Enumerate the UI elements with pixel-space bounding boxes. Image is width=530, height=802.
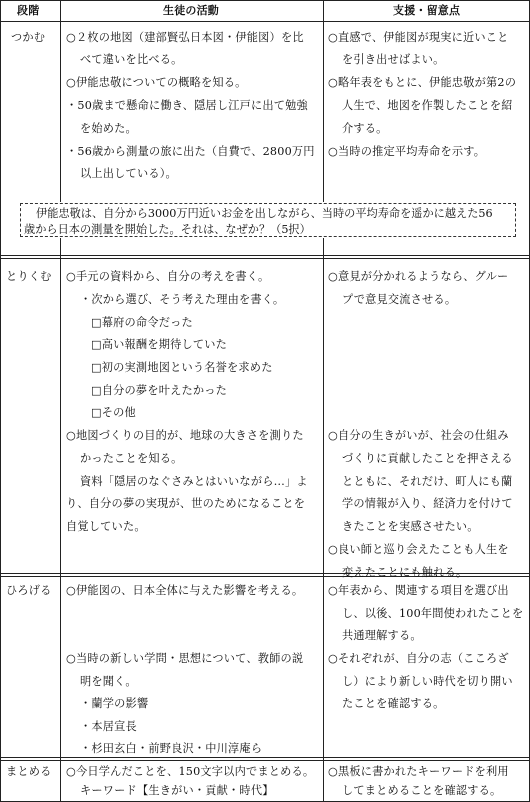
support-line: ○良い師と巡り会えたことも人生を: [328, 543, 509, 556]
stage-label: まとめる: [6, 765, 52, 778]
activity-line: ○伊能忠敬についての概略を知る。: [66, 76, 247, 89]
table-top-border: [0, 0, 530, 1]
activity-line: ・杉田玄白・前野良沢・中川淳庵ら: [80, 742, 263, 755]
activity-line: ○手元の資料から、自分の考えを書く。: [66, 270, 270, 283]
support-line: を引き出せばよい。: [342, 53, 445, 66]
question-line: 歳から日本の測量を開始した。それは、なぜか？（5択）: [24, 223, 311, 236]
support-line: 変えたことにも触れる。: [342, 566, 468, 579]
support-line: プで意見交流させる。: [342, 293, 457, 306]
support-line: ○当時の推定平均寿命を示す。: [328, 145, 486, 158]
support-line: ○それぞれが、自分の志（こころざ: [328, 652, 509, 665]
support-line: してまとめることを確認する。: [342, 784, 502, 797]
support-line: 学の情報が入り、経済力を付けて: [342, 497, 513, 510]
support-line: ○意見が分かれるようなら、グルー: [328, 270, 509, 283]
support-line: きたことを実感させたい。: [342, 520, 479, 533]
activity-line: □高い報酬を期待していた: [91, 338, 228, 351]
activity-line: ・本居宣長: [80, 720, 137, 733]
activity-line: ○２枚の地図（建部賢弘日本図・伊能図）を比: [66, 31, 304, 44]
question-line: 伊能忠敬は、自分から3000万円近いお金を出しながら、当時の平均寿命を遥かに越えた56: [36, 207, 493, 220]
support-line: ○黒板に書かれたキーワードを利用: [328, 765, 509, 778]
activity-line: ・56歳から測量の旅に出た（自費で、2800万円: [66, 145, 315, 158]
header-divider: [0, 21, 530, 22]
column-divider: [60, 0, 61, 202]
support-line: たことを確認する。: [342, 697, 445, 710]
support-line: ○自分の生きがいが、社会の仕組み: [328, 429, 509, 442]
activity-line: キーワード【生きがい・貢献・時代】: [80, 784, 274, 797]
activity-line: かったことを知る。: [80, 452, 183, 465]
support-line: 共通理解する。: [342, 629, 422, 642]
support-line: づくりに貢献したことを押さえる: [342, 452, 513, 465]
support-line: ○年表から、関連する項目を選び出: [328, 584, 509, 597]
row-divider: [0, 255, 530, 259]
activity-line: ○今日学んだことを、150文字以内でまとめる。: [66, 765, 315, 778]
header-activity: 生徒の活動: [163, 4, 219, 17]
activity-line: べて違いを比べる。: [80, 53, 183, 66]
activity-line: ・50歳まで懸命に働き、隠居し江戸に出て勉強: [66, 99, 308, 112]
activity-line: ・次から選び、そう考えた理由を書く。: [80, 293, 285, 306]
activity-line: □その他: [91, 406, 136, 419]
activity-line: り、自分の夢の実現が、世のためになることを: [66, 497, 306, 510]
support-line: 介する。: [342, 122, 388, 135]
activity-line: 明を聞く。: [80, 675, 137, 688]
support-line: ○直感で、伊能図が現実に近いこと: [328, 31, 509, 44]
support-line: し、以後、100年間使われたことを: [342, 607, 524, 620]
activity-line: ○当時の新しい学問・思想について、教師の説: [66, 652, 304, 665]
column-divider: [60, 238, 61, 802]
support-line: ○略年表をもとに、伊能忠敬が第2の: [328, 76, 517, 89]
stage-label: とりくむ: [6, 270, 52, 283]
header-stage: 段階: [17, 4, 40, 17]
activity-line: 以上出している）。: [80, 167, 177, 180]
activity-line: □自分の夢を叶えたかった: [91, 384, 228, 397]
stage-label: ひろげる: [6, 584, 52, 597]
stage-label: つかむ: [11, 31, 46, 44]
support-line: し）により新しい時代を切り開い: [342, 675, 513, 688]
column-divider: [323, 238, 324, 802]
activity-line: ○伊能図の、日本全体に与えた影響を考える。: [66, 584, 304, 597]
activity-line: □初の実測地図という名誉を求めた: [91, 361, 273, 374]
activity-line: を始めた。: [80, 122, 137, 135]
column-divider: [323, 0, 324, 202]
support-line: 人生で、地図を作製したことを紹: [342, 99, 513, 112]
support-line: とともに、それだけ、町人にも蘭: [342, 475, 513, 488]
row-divider: [0, 757, 530, 761]
table-left-border: [0, 0, 1, 802]
activity-line: 資料「隠居のなぐさみとはいいながら…」よ: [80, 475, 308, 488]
activity-line: □幕府の命令だった: [91, 316, 193, 329]
activity-line: ○地図づくりの目的が、地球の大きさを測りた: [66, 429, 304, 442]
header-support: 支援・留意点: [393, 4, 461, 17]
activity-line: 自覚していた。: [66, 520, 146, 533]
activity-line: ・蘭学の影響: [80, 697, 149, 710]
